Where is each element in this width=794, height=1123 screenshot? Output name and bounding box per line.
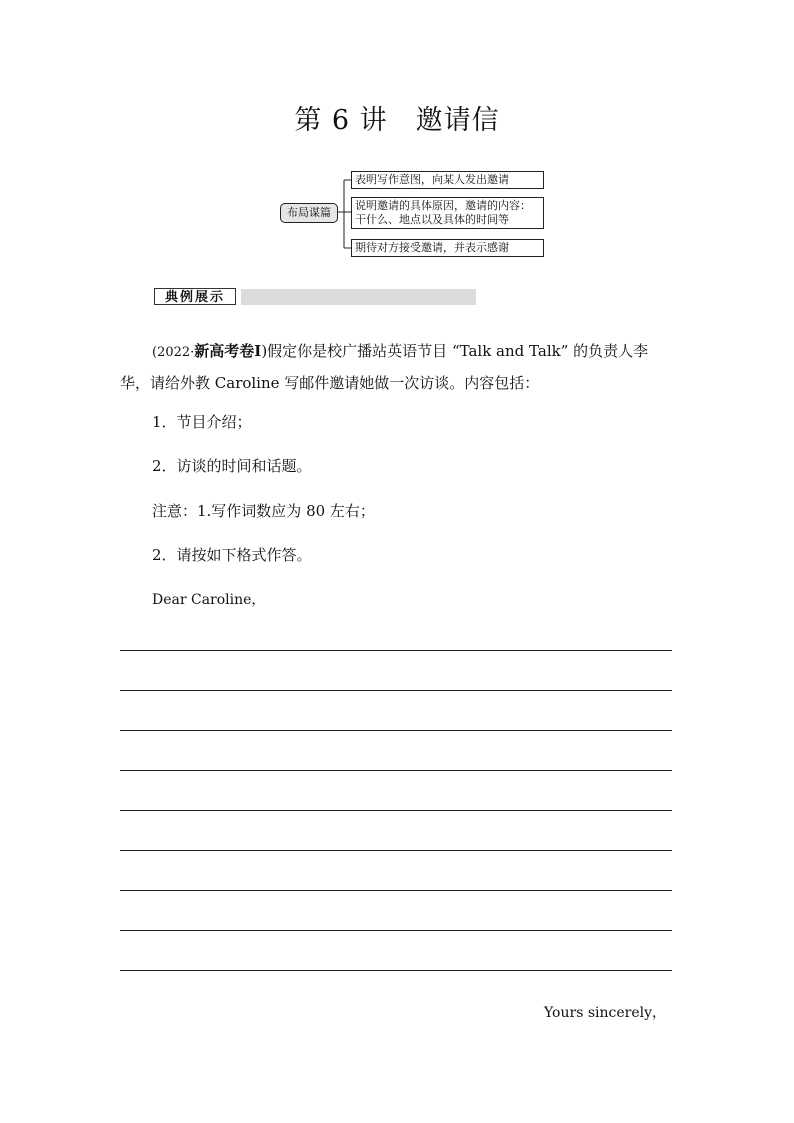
- answer-line[interactable]: [120, 690, 672, 730]
- answer-line[interactable]: [120, 890, 672, 930]
- answer-line[interactable]: [120, 650, 672, 690]
- diagram-item: 说明邀请的具体原因，邀请的内容：干什么、地点以及具体的时间等: [351, 197, 544, 229]
- answer-line[interactable]: [120, 730, 672, 770]
- section-header: [154, 288, 476, 306]
- task-source-name: 新高考卷Ⅰ: [194, 342, 262, 360]
- page-title: 第 6 讲 邀请信: [294, 105, 500, 136]
- answer-line[interactable]: [120, 930, 672, 970]
- structure-diagram: [280, 170, 550, 260]
- task-source-year: (2022·: [152, 345, 195, 360]
- letter-closing: Yours sincerely，: [544, 1005, 666, 1021]
- section-header-bar: [241, 289, 476, 305]
- diagram-root-label: 布局谋篇: [280, 203, 338, 223]
- task-body: )假定你是校广播站英语节目 “Talk and Talk” 的负责人李华，请给外教 Caroline 写邮件邀请她做一次访谈。内容包括：: [120, 342, 649, 392]
- diagram-item: 表明写作意图，向某人发出邀请: [351, 171, 544, 189]
- answer-line[interactable]: [120, 770, 672, 810]
- section-label: 典例展示: [154, 288, 236, 305]
- task-prompt: [120, 336, 675, 398]
- answer-area[interactable]: [120, 650, 672, 971]
- task-requirement-1: 1．节目介绍；: [152, 413, 252, 431]
- note-format: 2．请按如下格式作答。: [152, 546, 312, 564]
- answer-line[interactable]: [120, 850, 672, 890]
- letter-salutation: Dear Caroline，: [152, 592, 266, 608]
- answer-line[interactable]: [120, 810, 672, 850]
- task-requirement-2: 2．访谈的时间和话题。: [152, 457, 312, 475]
- answer-line[interactable]: [120, 970, 672, 971]
- diagram-item: 期待对方接受邀请，并表示感谢: [351, 239, 544, 257]
- note-word-count: 注意：1.写作词数应为 80 左右；: [152, 502, 375, 520]
